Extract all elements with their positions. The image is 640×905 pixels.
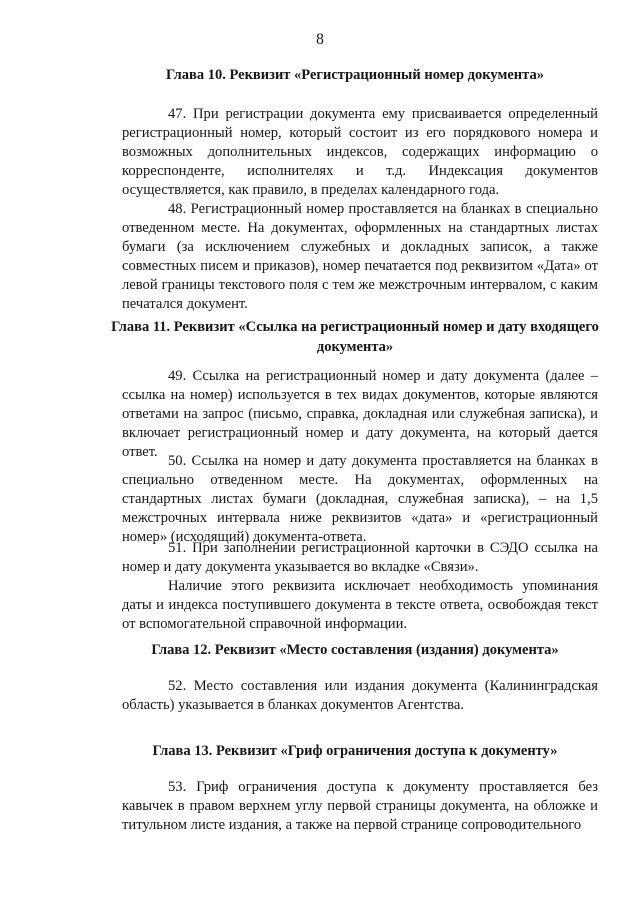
chapter-10-heading: Глава 10. Реквизит «Регистрационный номер документа» [166, 67, 544, 83]
paragraph-50: 50. Ссылка на номер и дату документа проставляется на бланках в специально отведенном месте. На документах, оформленных на стандартных листах бумаги (докладная, служебная записка), – на 1,5 межстрочных интервала ниже реквизитов «дата» и «регистрационный номер» (исходящий) документа-ответа. [122, 453, 598, 546]
paragraph-51-continued: Наличие этого реквизита исключает необходимость упоминания даты и индекса поступившего документа в тексте ответа, освобождая текст от вспомогательной справочной информации. [122, 578, 598, 633]
paragraph-51: 51. При заполнении регистрационной карточки в СЭДО ссылка на номер и дату документа указывается во вкладке «Связи». [122, 540, 598, 576]
page-number: 8 [316, 31, 324, 48]
paragraph-52: 52. Место составления или издания документа (Калининградская область) указывается в бланках документов Агентства. [122, 678, 598, 714]
chapter-13-heading: Глава 13. Реквизит «Гриф ограничения доступа к документу» [152, 743, 558, 759]
chapter-12-heading: Глава 12. Реквизит «Место составления (издания) документа» [151, 642, 559, 658]
chapter-11-heading: Глава 11. Реквизит «Ссылка на регистрационный номер и дату входящего документа» [111, 319, 599, 355]
paragraph-47: 47. При регистрации документа ему присваивается определенный регистрационный номер, который состоит из его порядкового номера и возможных дополнительных индексов, содержащих информацию о корреспонденте, исполнителях и т.д. Индексация документов осуществляется, как правило, в пределах календарного года. [122, 106, 598, 199]
paragraph-53: 53. Гриф ограничения доступа к документу проставляется без кавычек в правом верхнем углу первой страницы документа, на обложке и титульном листе издания, а также на первой странице сопроводительного [122, 779, 598, 834]
paragraph-49: 49. Ссылка на регистрационный номер и дату документа (далее – ссылка на номер) используется в тех видах документов, которые являются ответами на запрос (письмо, справка, докладная или служебная записка), и включает регистрационный номер и дату документа, на который дается ответ. [122, 368, 598, 461]
paragraph-48: 48. Регистрационный номер проставляется на бланках в специально отведенном месте. На документах, оформленных на стандартных листах бумаги (за исключением служебных и докладных записок, а также совместных писем и приказов), номер печатается под реквизитом «Дата» от левой границы текстового поля с тем же межстрочным интервалом, с каким печатался документ. [122, 201, 598, 313]
